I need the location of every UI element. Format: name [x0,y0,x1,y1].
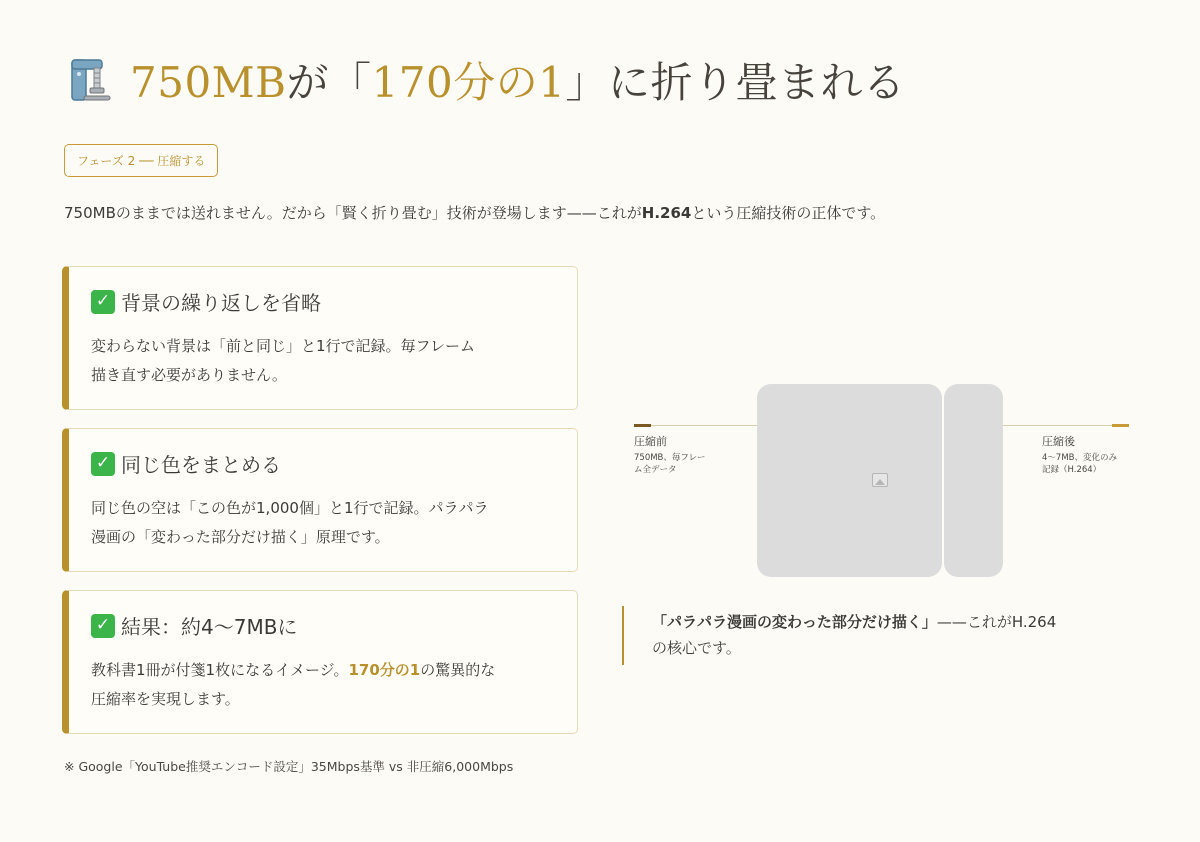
after-sublabel-line: 記録（H.264） [1042,465,1102,475]
title-ratio: 170分の1 [371,58,566,107]
footnote: ※ Google「YouTube推奨エンコード設定」35Mbps基準 vs 非圧縮6,000Mbps [64,759,514,774]
phase-badge: フェーズ 2 ── 圧縮する [64,144,218,177]
page-title [130,50,905,110]
timeline-line-right [1002,425,1129,426]
before-label: 圧縮前 [634,435,667,448]
image-placeholder-large [757,384,942,577]
card-body-text: 教科書1冊が付箋1枚になるイメージ。 [91,661,349,679]
card-title [91,449,551,478]
card-same-color [62,428,578,572]
check-icon: ✓ [91,614,115,638]
card-body-line: 描き直す必要がありません。 [91,366,287,384]
before-sublabel-line: ム全データ [634,465,677,475]
title-text-a: が「 [286,58,372,107]
quote-line [652,609,1142,635]
after-sublabel-line: 4〜7MB、変化のみ [1042,453,1117,463]
card-body-line: 圧縮率を実現します。 [91,690,240,708]
card-body-line: 漫画の「変わった部分だけ描く」原理です。 [91,528,390,546]
card-body-highlight: 170分の1 [348,661,421,679]
card-title [91,287,551,316]
intro-text [64,202,885,223]
after-sublabel [1042,452,1117,476]
card-body-line: 変わらない背景は「前と同じ」と1行で記録。毎フレーム [91,337,475,355]
card-body-text: の驚異的な [420,661,496,679]
card-title-text: 同じ色をまとめる [121,453,281,477]
card-body-line: 同じ色の空は「この色が1,000個」と1行で記録。パラパラ [91,499,489,517]
timeline-line-left [634,425,758,426]
before-sublabel [634,452,706,476]
card-title-text: 背景の繰り返しを省略 [121,291,321,315]
image-icon [872,473,888,487]
quote-line: の核心です。 [652,639,741,657]
card-body-line [91,656,551,685]
title-size: 750MB [130,58,287,107]
quote-text: ——これがH.264 [936,613,1057,631]
card-body [91,332,551,390]
image-placeholder-small [944,384,1003,577]
check-icon: ✓ [91,290,115,314]
quote-bold: 「パラパラ漫画の変わった部分だけ描く」 [652,613,937,631]
intro-text-1: 750MBのままでは送れません。だから「賢く折り畳む」技術が登場します——これが [64,204,642,222]
before-sublabel-line: 750MB、毎フレー [634,453,706,463]
card-title-text: 結果：約4〜7MBに [121,615,298,639]
after-label: 圧縮後 [1042,435,1075,448]
clamp-icon [66,54,114,106]
card-body [91,656,551,714]
card-background-skip [62,266,578,410]
title-row [66,50,905,110]
intro-bold: H.264 [641,204,692,222]
card-result [62,590,578,734]
callout-quote [622,606,1142,665]
intro-text-2: という圧縮技術の正体です。 [691,204,886,222]
timeline-cap-left [634,424,651,427]
title-text-b: 」に折り畳まれる [565,58,906,107]
card-body [91,494,551,552]
timeline-cap-right [1112,424,1129,427]
card-title [91,611,551,640]
check-icon: ✓ [91,452,115,476]
